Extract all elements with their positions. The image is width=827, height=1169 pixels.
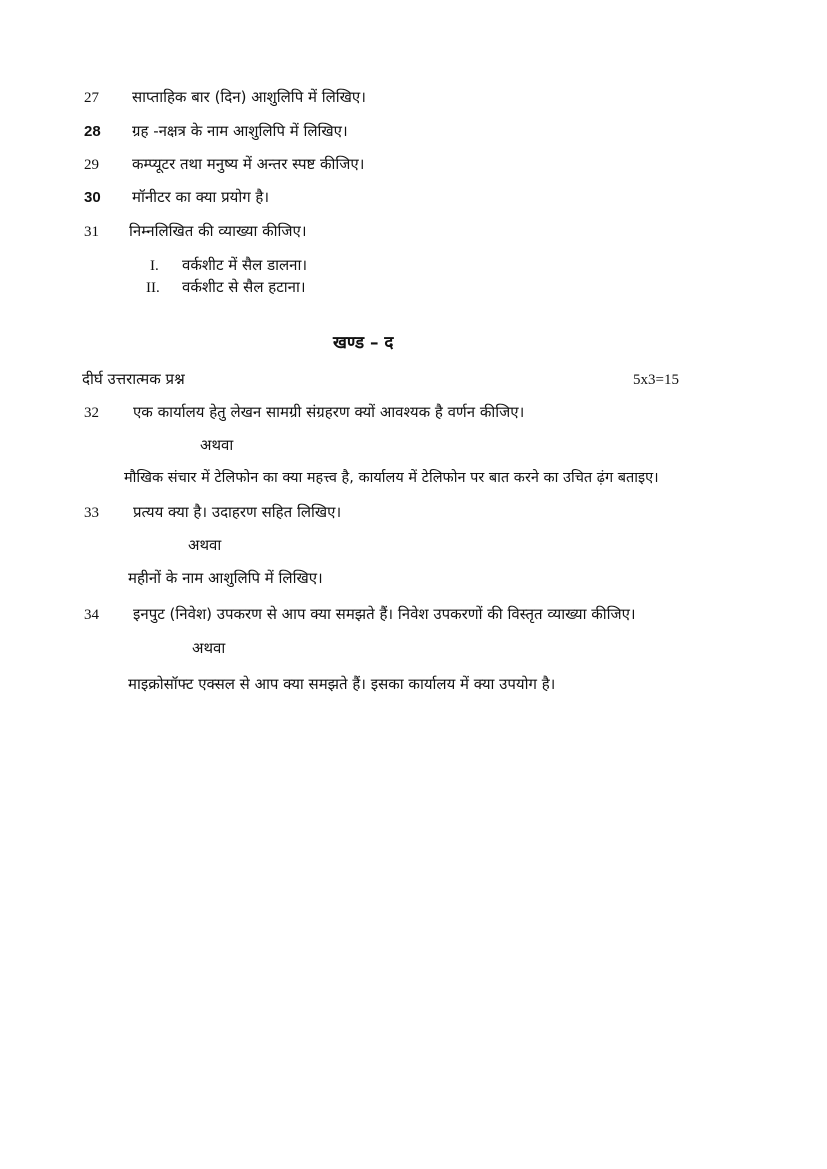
or-label: अथवा (192, 639, 226, 657)
alternative-question-text: महीनों के नाम आशुलिपि में लिखिए। (128, 569, 323, 587)
question-text: ग्रह -नक्षत्र के नाम आशुलिपि में लिखिए। (132, 122, 348, 140)
or-label: अथवा (188, 536, 222, 554)
question-number: 34 (84, 607, 99, 623)
question-number: 28 (84, 123, 101, 140)
question-number: 29 (84, 157, 99, 173)
alternative-question-text: माइक्रोसॉफ्ट एक्सल से आप क्या समझते हैं। इसका कार्यालय में क्या उपयोग है। (128, 675, 556, 693)
section-title: खण्ड – द (333, 333, 394, 353)
question-number: 30 (84, 189, 101, 206)
question-text: कम्प्यूटर तथा मनुष्य में अन्तर स्पष्ट कीजिए। (132, 155, 365, 173)
question-text: मॉनीटर का क्या प्रयोग है। (132, 188, 270, 206)
question-number: 32 (84, 405, 99, 421)
section-marks: 5x3=15 (633, 372, 679, 388)
question-text: इनपुट (निवेश) उपकरण से आप क्या समझते हैं। निवेश उपकरणों की विस्तृत व्याख्या कीजिए। (133, 605, 636, 623)
question-text: निम्नलिखित की व्याख्या कीजिए। (129, 222, 307, 240)
or-label: अथवा (200, 436, 234, 454)
question-number: 33 (84, 505, 99, 521)
question-number: 27 (84, 90, 99, 106)
question-number: 31 (84, 224, 99, 240)
subitem-text: वर्कशीट से सैल हटाना। (182, 278, 306, 296)
question-text: साप्ताहिक बार (दिन) आशुलिपि में लिखिए। (132, 88, 366, 106)
question-text: एक कार्यालय हेतु लेखन सामग्री संग्रहरण क्यों आवश्यक है वर्णन कीजिए। (133, 403, 525, 421)
subitem-number: II. (146, 280, 160, 296)
section-subtitle: दीर्घ उत्तरात्मक प्रश्न (82, 370, 185, 388)
subitem-text: वर्कशीट में सैल डालना। (182, 256, 308, 274)
subitem-number: I. (150, 258, 159, 274)
alternative-question-text: मौखिक संचार में टेलिफोन का क्या महत्त्व है, कार्यालय में टेलिफोन पर बात करने का उचित ढ़ंग बताइए। (124, 470, 659, 486)
question-text: प्रत्यय क्या है। उदाहरण सहित लिखिए। (133, 503, 342, 521)
